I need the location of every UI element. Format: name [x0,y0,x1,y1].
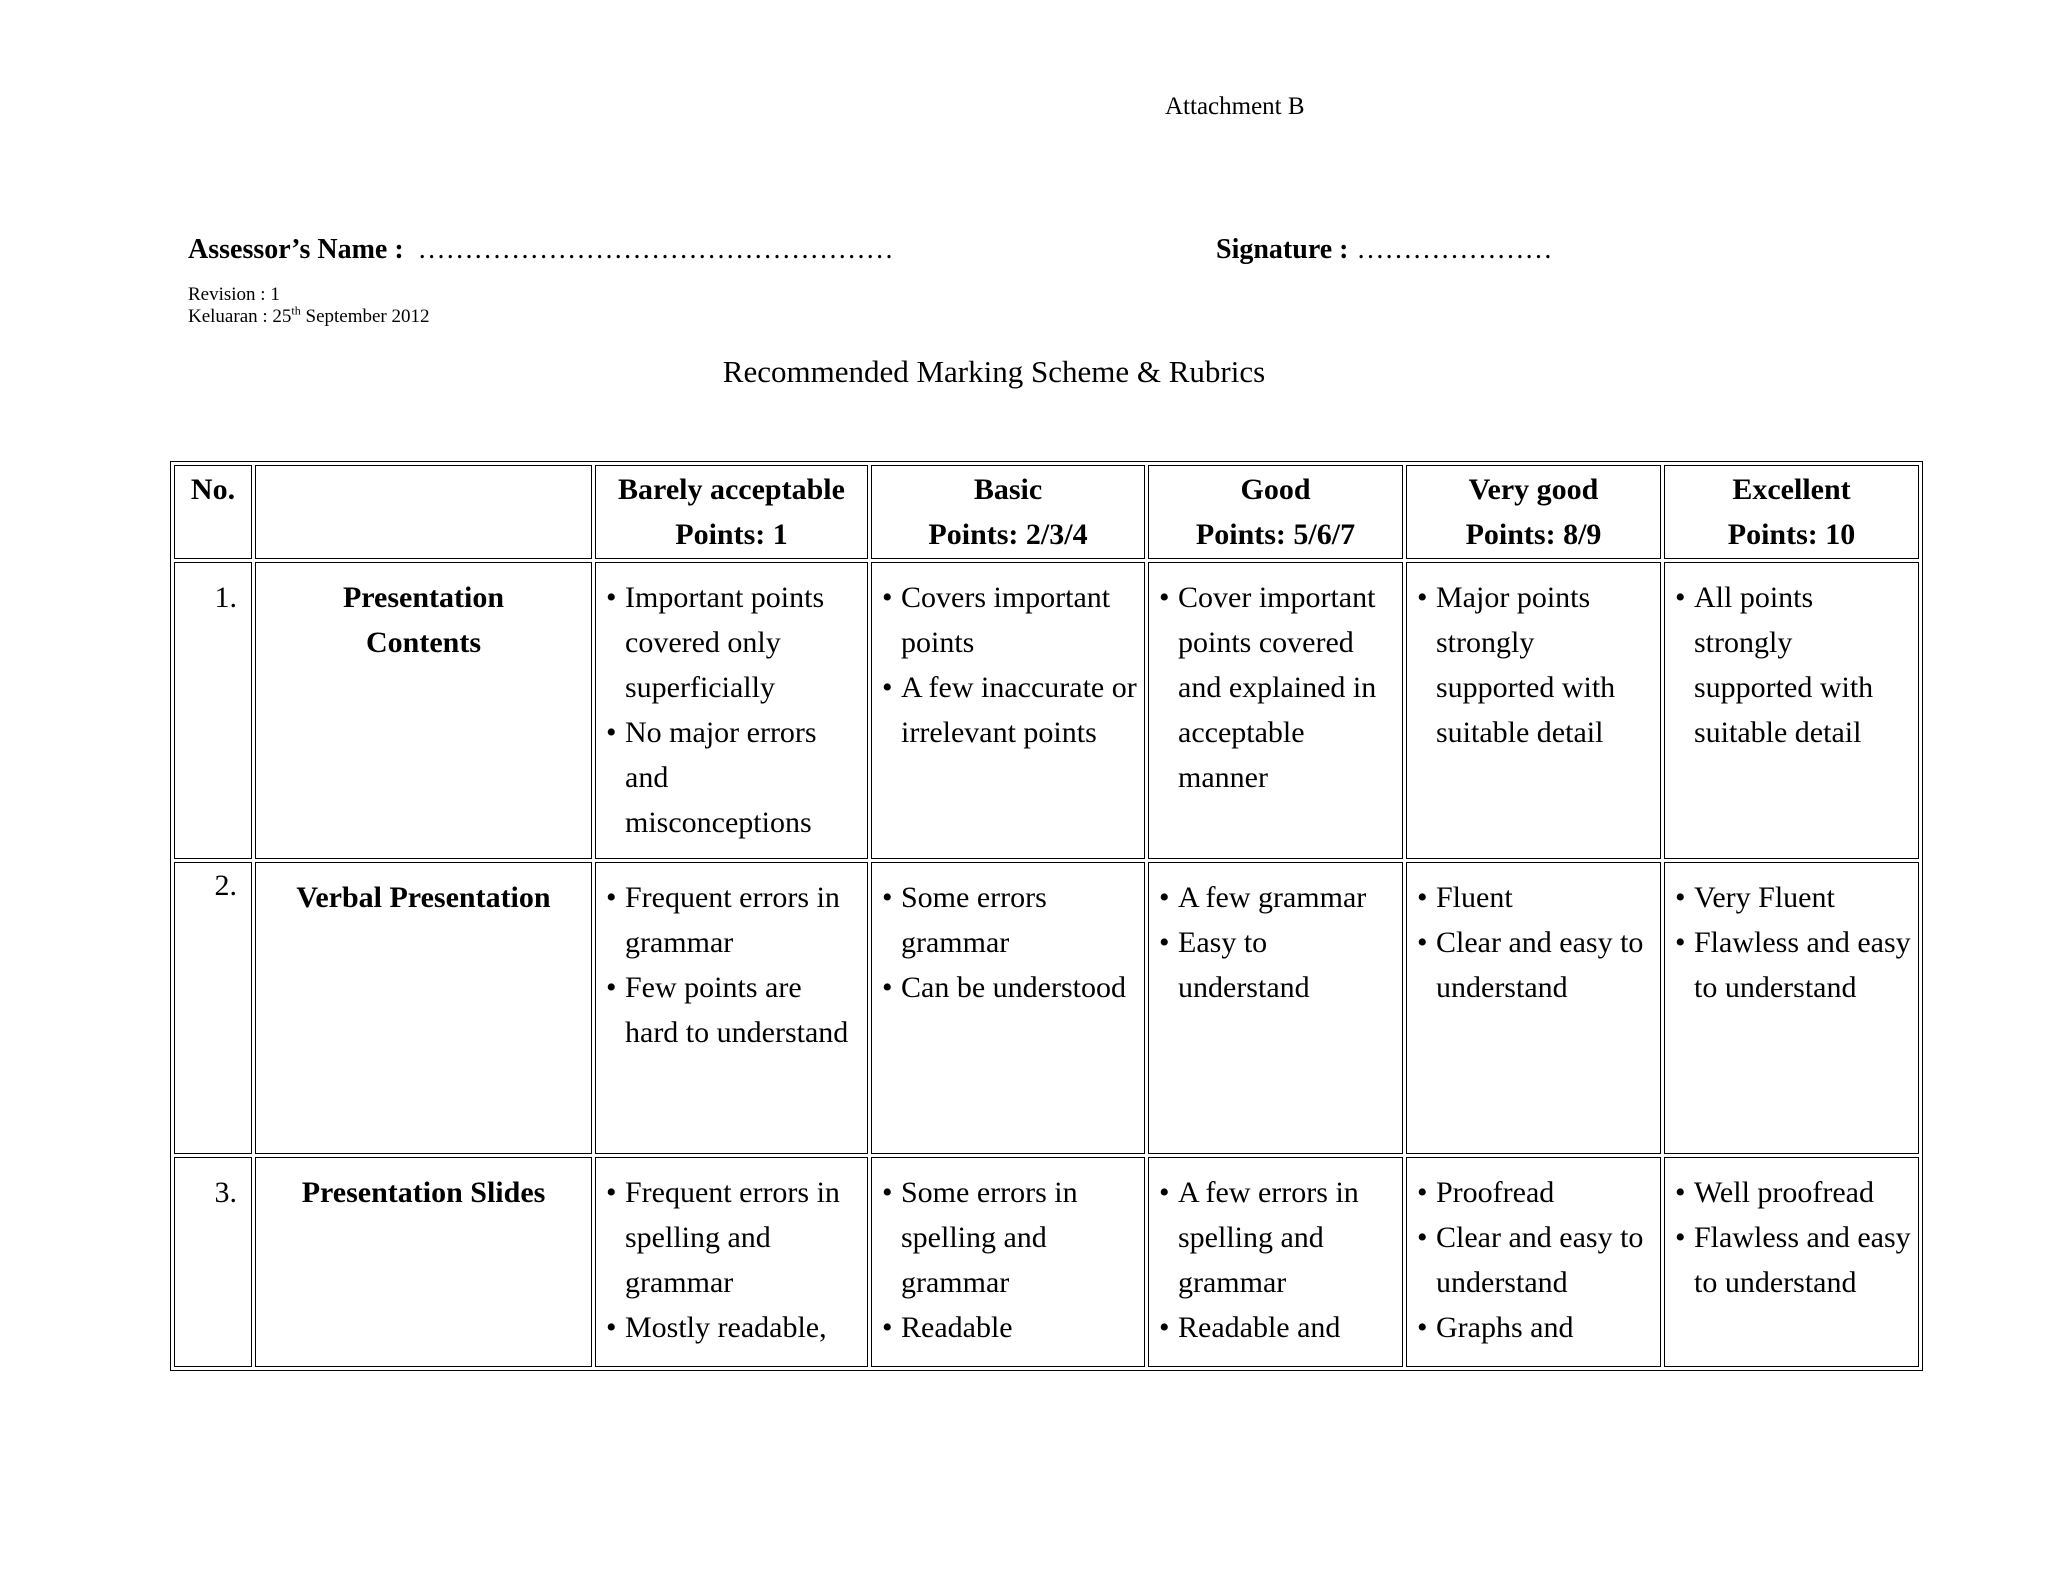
release-label: Keluaran : 25 [188,306,292,327]
rubric-point: • Proofread [1417,1170,1654,1215]
release-date: September 2012 [300,306,430,327]
header-row [174,465,1919,559]
column-header-good: Good Points: 5/6/7 [1148,465,1403,559]
rubric-cell [871,862,1145,1154]
rubric-point: • Readable [882,1305,1138,1350]
rubric-cell [1148,1157,1403,1367]
rubric-point: • Easy to understand [1159,920,1396,1010]
rubric-point: • No major errors and misconceptions [606,710,861,845]
revision-info [188,284,430,328]
column-header-basic: Basic Points: 2/3/4 [871,465,1145,559]
rubric-cell [1148,562,1403,859]
row-number: 3. [174,1157,252,1367]
rubric-table [170,461,1923,1371]
rubric-point: • Clear and easy to understand [1417,1215,1654,1305]
scheme-title [0,354,2048,390]
rubric-point: • Graphs and [1417,1305,1654,1350]
rubric-cell [1664,862,1919,1154]
column-header-very-good: Very good Points: 8/9 [1406,465,1661,559]
scheme-title-text: Recommended Marking Scheme & Rubrics [722,354,1266,389]
rubric-cell [595,562,868,859]
column-header-criterion [255,465,592,559]
rubric-point: • Few points are hard to understand [606,965,861,1055]
rubric-point: • Readable and [1159,1305,1396,1350]
rubric-point: • Major points strongly supported with suitable detail [1417,575,1654,755]
column-header-excellent: Excellent Points: 10 [1664,465,1919,559]
rubric-point: • A few grammar [1159,875,1396,920]
assessor-name-label: Assessor’s Name : [188,234,404,265]
assessor-name-field [188,234,894,266]
rubric-cell [595,1157,868,1367]
rubric-point: • A few errors in spelling and grammar [1159,1170,1396,1305]
row-number: 2. [174,862,252,1154]
rubric-point: • Covers important points [882,575,1138,665]
rubric-cell [1406,1157,1661,1367]
rubric-point: • Important points covered only superficially [606,575,861,710]
signature-label: Signature : [1216,234,1349,265]
row-criterion: Presentation Contents [255,562,592,859]
revision-line: Revision : 1 [188,284,280,305]
rubric-point: • Mostly readable, [606,1305,861,1350]
rubric-point: • A few inaccurate or irrelevant points [882,665,1138,755]
rubric-point: • Very Fluent [1675,875,1912,920]
column-header-barely-acceptable: Barely acceptable Points: 1 [595,465,868,559]
rubric-point: • Well proofread [1675,1170,1912,1215]
signature-field [1216,234,1553,266]
rubric-point: • Some errors grammar [882,875,1138,965]
assessor-name-dots: …………………………………………… [417,234,894,265]
rubric-point: • Frequent errors in spelling and grammar [606,1170,861,1305]
rubric-cell [871,1157,1145,1367]
rubric-point: • Can be understood [882,965,1138,1010]
row-criterion: Verbal Presentation [255,862,592,1154]
table-row [174,862,1919,1154]
rubric-cell [871,562,1145,859]
rubric-point: • Cover important points covered and explained in acceptable manner [1159,575,1396,800]
release-line [188,303,430,328]
rubric-point: • Frequent errors in grammar [606,875,861,965]
rubric-cell [1664,1157,1919,1367]
rubric-cell [1148,862,1403,1154]
rubric-cell [1406,562,1661,859]
column-header-no: No. [174,465,252,559]
table-row [174,1157,1919,1367]
row-criterion: Presentation Slides [255,1157,592,1367]
release-sup: th [291,303,301,318]
row-number: 1. [174,562,252,859]
rubric-point: • Clear and easy to understand [1417,920,1654,1010]
rubric-cell [595,862,868,1154]
rubric-cell [1664,562,1919,859]
rubric-point: • All points strongly supported with suitable detail [1675,575,1912,755]
table-row [174,562,1919,859]
attachment-label: Attachment B [1165,93,1305,120]
rubric-point: • Some errors in spelling and grammar [882,1170,1138,1305]
rubric-point: • Fluent [1417,875,1654,920]
rubric-point: • Flawless and easy to understand [1675,920,1912,1010]
rubric-cell [1406,862,1661,1154]
signature-dots: ………………… [1356,234,1553,265]
rubric-point: • Flawless and easy to understand [1675,1215,1912,1305]
